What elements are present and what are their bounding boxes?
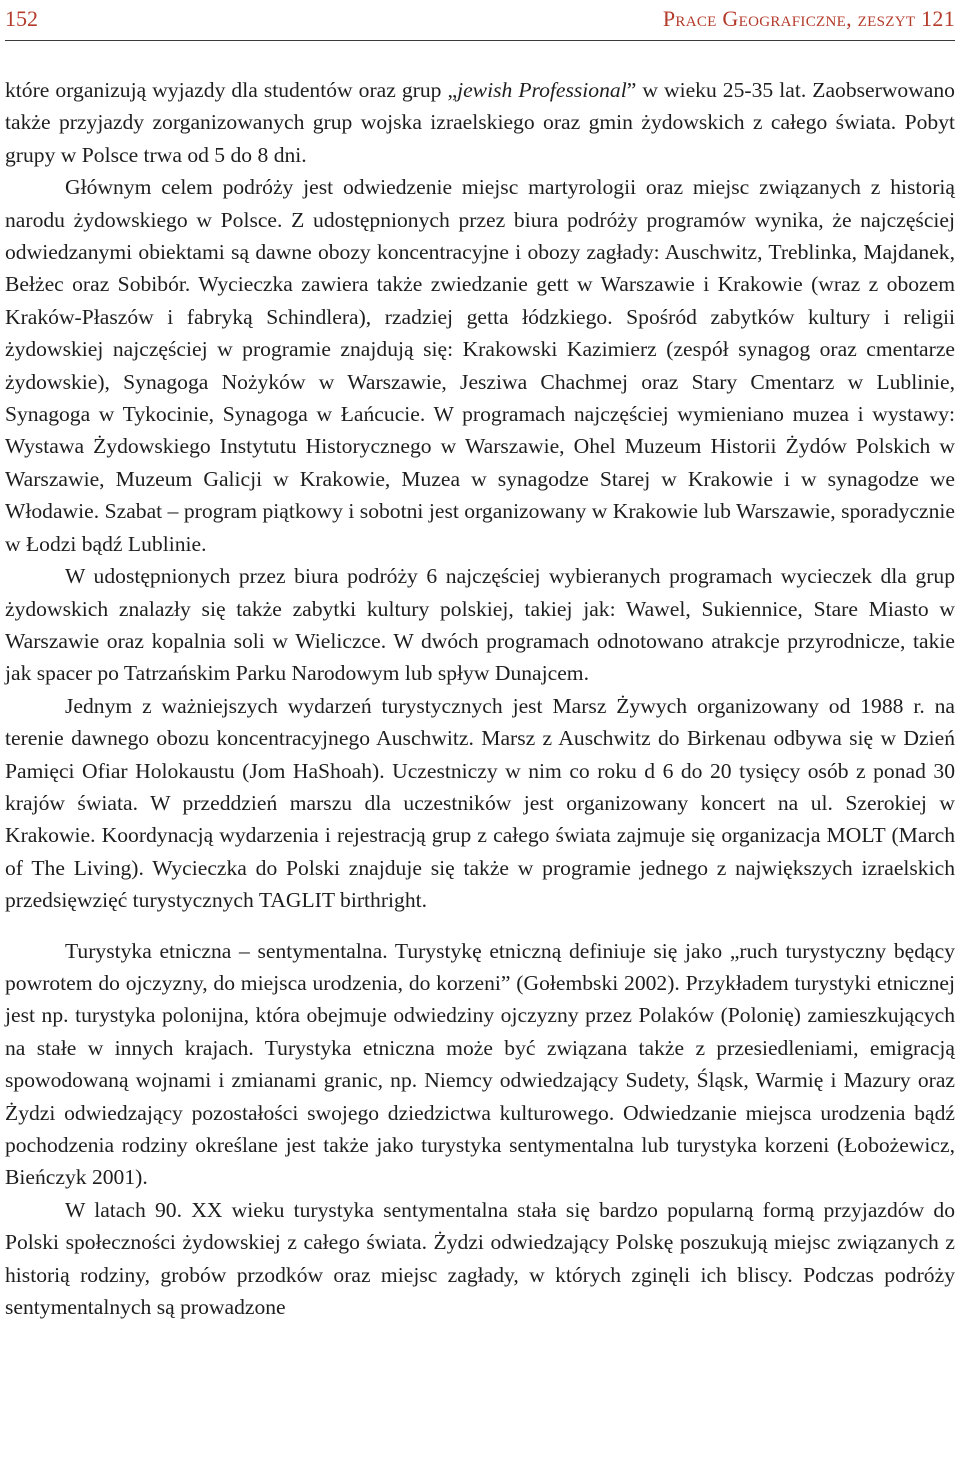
paragraph-text: ” w wieku 25-35 lat. Zaobserwowano także przyjazdy zorganizowanych grup wojska izraelskiego oraz gmin żydowskich z całego świata. Pobyt grupy w Polsce trwa od 5 do 8 dni. xyxy=(5,78,955,167)
paragraph: W latach 90. XX wieku turystyka sentymentalna stała się bardzo popularną formą przyjazdów do Polski społeczności żydowskiej z całego świata. Żydzi odwiedzający Polskę poszukują miejsc związanych z historią rodziny, grobów przodków oraz miejsc zagłady, w których zginęli ich bliscy. Podczas podróży sentymentalnych są prowadzone xyxy=(5,1197,955,1320)
body-text xyxy=(5,74,955,1323)
running-header xyxy=(5,0,955,41)
page-number: 152 xyxy=(5,6,38,31)
paragraph-section-start: Turystyka etniczna – sentymentalna. Turystykę etniczną definiuje się jako „ruch turystyczny będący powrotem do ojczyzny, do miejsca urodzenia, do korzeni” (Gołembski 2002). Przykładem turystyki etnicznej jest np. turystyka polonijna, która obejmuje odwiedziny ojczyzny przez Polaków (Polonię) zamieszkujących na stałe w innych krajach. Turystyka etniczna może być związana także z przesiedleniami, emigracją spowodowaną wojnami i zmianami granic, np. Niemcy odwiedzający Sudety, Śląsk, Warmię i Mazury oraz Żydzi odwiedzający pozostałości swojego dziedzictwa kulturowego. Odwiedzanie miejsca urodzenia bądź pochodzenia rodziny określane jest także jako turystyka sentymentalna lub turystyka korzeni (Łobożewicz, Bieńczyk 2001). xyxy=(5,938,955,1190)
paragraph: Jednym z ważniejszych wydarzeń turystycznych jest Marsz Żywych organizowany od 1988 r. na terenie dawnego obozu koncentracyjnego Auschwitz. Marsz z Auschwitz do Birkenau odbywa się w Dzień Pamięci Ofiar Holokaustu (Jom HaShoah). Uczestniczy w nim co roku d 6 do 20 tysięcy osób z ponad 30 krajów świata. W przeddzień marszu dla uczestników jest organizowany koncert na ul. Szerokiej w Krakowie. Koordynacją wydarzenia i rejestracją grup z całego świata zajmuje się organizacja MOLT (March of The Living). Wycieczka do Polski znajduje się także w programie jednego z największych izraelskich przedsięwzięć turystycznych TAGLIT birthright. xyxy=(5,693,955,913)
italic-term: jewish Professional xyxy=(457,78,627,102)
page xyxy=(5,0,955,1320)
paragraph: W udostępnionych przez biura podróży 6 najczęściej wybieranych programach wycieczek dla grup żydowskich znalazły się także zabytki kultury polskiej, takiej jak: Wawel, Sukiennice, Stare Miasto w Warszawie oraz kopalnia soli w Wieliczce. W dwóch programach odnotowano atrakcje przyrodnicze, takie jak spacer po Tatrzańskim Parku Narodowym lub spływ Dunajcem. xyxy=(5,564,955,686)
running-title: Prace Geograficzne, zeszyt 121 xyxy=(662,6,955,31)
paragraph-text: które organizują wyjazdy dla studentów oraz grup „ xyxy=(5,78,458,102)
paragraph: Głównym celem podróży jest odwiedzenie miejsc martyrologii oraz miejsc związanych z historią narodu żydowskiego w Polsce. Z udostępnionych przez biura podróży programów wynika, że najczęściej odwiedzanymi obiektami są dawne obozy koncentracyjne i obozy zagłady: Auschwitz, Treblinka, Majdanek, Bełżec oraz Sobibór. Wycieczka zawiera także zwiedzanie gett w Warszawie i Krakowie (wraz z obozem Kraków-Płaszów i fabryką Schindlera), rzadziej getta łódzkiego. Spośród zabytków kultury i religii żydowskiej najczęściej w programie znajdują się: Krakowski Kazimierz (zespół synagog oraz cmentarze żydowskie), Synagoga Nożyków w Warszawie, Jesziwa Chachmej oraz Stary Cmentarz w Lublinie, Synagoga w Tykocinie, Synagoga w Łańcucie. W programach najczęściej wymieniano muzea i wystawy: Wystawa Żydowskiego Instytutu Historycznego w Warszawie, Ohel Muzeum Historii Żydów Polskich w Warszawie, Muzeum Galicji w Krakowie, Muzea w synagodze Starej w Krakowie i w synagodze we Włodawie. Szabat – program piątkowy i sobotni jest organizowany w Krakowie lub Warszawie, sporadycznie w Łodzi bądź Lublinie. xyxy=(5,175,955,556)
paragraph-continuation xyxy=(5,74,955,171)
